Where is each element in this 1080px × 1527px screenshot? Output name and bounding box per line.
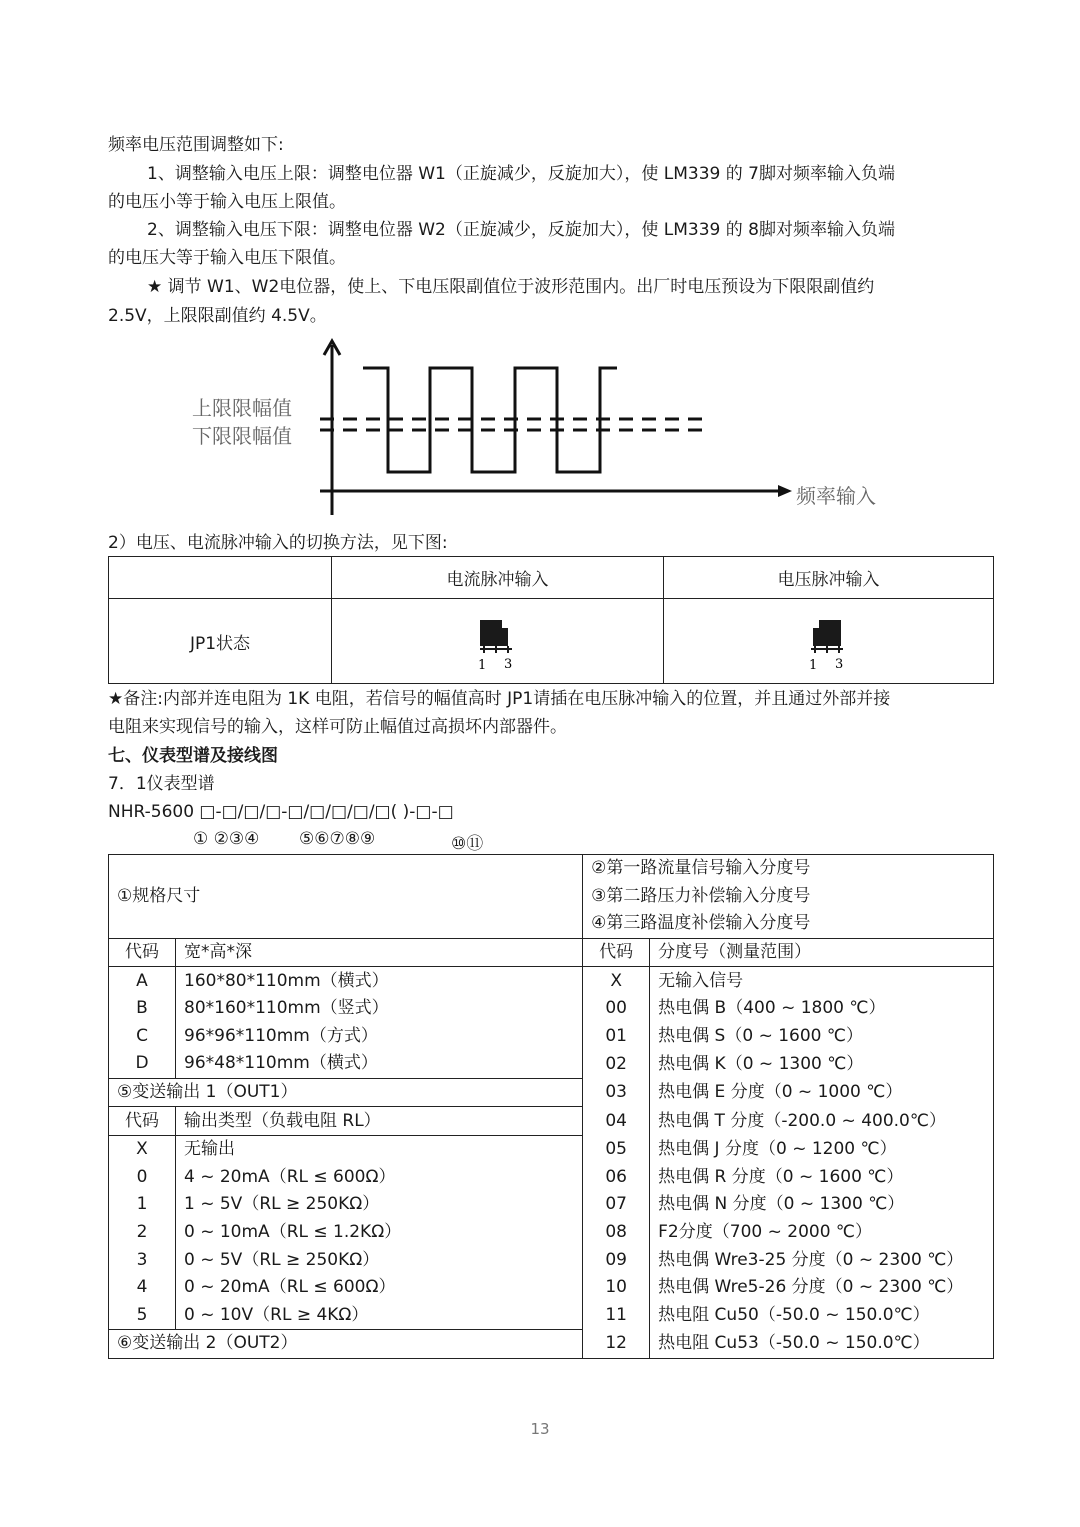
x-axis-arrowhead	[778, 485, 792, 497]
intro-paragraph-3b: 2.5V，上限限副值约 4.5V。	[108, 306, 327, 326]
intro-title: 频率电压范围调整如下:	[108, 135, 284, 155]
range-desc: 无输入信号	[650, 967, 994, 995]
range-desc: 热电偶 N 分度（0 ~ 1300 ℃）	[650, 1191, 994, 1219]
col-current-pulse: 电流脉冲输入	[332, 557, 664, 599]
size-title: ①规格尺寸	[109, 855, 583, 939]
range-title-1: ②第一路流量信号输入分度号	[583, 855, 994, 883]
spec-table	[108, 854, 994, 1359]
range-code: 05	[583, 1135, 650, 1163]
range-desc: 热电偶 S（0 ~ 1600 ℃）	[650, 1023, 994, 1051]
out-desc: 0 ~ 5V（RL ≥ 250KΩ）	[176, 1246, 583, 1274]
intro-paragraph-2b: 的电压大等于输入电压下限值。	[108, 248, 346, 268]
pin-1-label: 1	[808, 657, 817, 672]
range-desc: 热电阻 Cu53（-50.0 ~ 150.0℃）	[650, 1330, 994, 1359]
page-number: 13	[530, 1420, 550, 1438]
section2-heading: 2）电压、电流脉冲输入的切换方法，见下图:	[108, 533, 448, 553]
out1-title: ⑤变送输出 1（OUT1）	[109, 1078, 583, 1107]
range-header: 分度号（测量范围）	[650, 938, 994, 967]
size-header: 宽*高*深	[176, 938, 583, 967]
range-code: 02	[583, 1050, 650, 1078]
range-code: 03	[583, 1078, 650, 1107]
size-desc: 96*48*110mm（横式）	[176, 1050, 583, 1078]
model-markers-1: ① ②③④	[193, 829, 260, 849]
range-desc: 热电阻 Cu50（-50.0 ~ 150.0℃）	[650, 1302, 994, 1330]
note-line-b: 电阻来实现信号的输入，这样可防止幅值过高损坏内部器件。	[108, 717, 567, 737]
section7-subheading: 7．1仪表型谱	[108, 774, 215, 794]
out-code-header: 代码	[109, 1107, 176, 1136]
out-desc: 0 ~ 10mA（RL ≤ 1.2KΩ）	[176, 1219, 583, 1247]
range-code: 08	[583, 1219, 650, 1247]
range-code: 09	[583, 1246, 650, 1274]
upper-limit-label: 上限限幅值	[192, 396, 292, 420]
out-code: 0	[109, 1164, 176, 1192]
out-code: 4	[109, 1274, 176, 1302]
out-code: 1	[109, 1191, 176, 1219]
range-desc: F2分度（700 ~ 2000 ℃）	[650, 1219, 994, 1247]
out-code: 5	[109, 1302, 176, 1330]
range-desc: 热电偶 Wre3-25 分度（0 ~ 2300 ℃）	[650, 1246, 994, 1274]
range-desc: 热电偶 J 分度（0 ~ 1200 ℃）	[650, 1135, 994, 1163]
range-title-2: ③第二路压力补偿输入分度号	[583, 883, 994, 911]
out2-title: ⑥变送输出 2（OUT2）	[109, 1330, 583, 1359]
range-code: 04	[583, 1107, 650, 1136]
size-code: A	[109, 967, 176, 995]
col-voltage-pulse: 电压脉冲输入	[664, 557, 994, 599]
jumper-current-icon	[468, 606, 528, 672]
range-code-header: 代码	[583, 938, 650, 967]
size-desc: 80*160*110mm（竖式）	[176, 995, 583, 1023]
model-code: NHR-5600 □-□/□/□-□/□/□/□/□( )-□-□	[108, 802, 454, 822]
x-axis-label: 频率输入	[796, 484, 876, 508]
range-code: 07	[583, 1191, 650, 1219]
jumper-current-cell	[332, 599, 664, 684]
intro-paragraph-1b: 的电压小等于输入电压上限值。	[108, 192, 346, 212]
jumper-table	[108, 556, 994, 684]
intro-paragraph-3a: ★ 调节 W1、W2电位器，使上、下电压限副值位于波形范围内。出厂时电压预设为下限限副值约	[147, 277, 875, 297]
section7-heading: 七、仪表型谱及接线图	[108, 746, 278, 766]
out-code: X	[109, 1135, 176, 1163]
intro-paragraph-1a: 1、调整输入电压上限：调整电位器 W1（正旋减少，反旋加大），使 LM339 的 7脚对频率输入负端	[147, 164, 895, 184]
size-desc: 96*96*110mm（方式）	[176, 1023, 583, 1051]
model-markers-2: ⑤⑥⑦⑧⑨	[299, 829, 376, 849]
pin-3-label: 3	[834, 656, 843, 672]
range-code: 11	[583, 1302, 650, 1330]
out-code: 2	[109, 1219, 176, 1247]
range-code: 12	[583, 1330, 650, 1359]
out-desc: 0 ~ 10V（RL ≥ 4KΩ）	[176, 1302, 583, 1330]
pin-1-label: 1	[477, 657, 486, 672]
out-desc: 0 ~ 20mA（RL ≤ 600Ω）	[176, 1274, 583, 1302]
range-desc: 热电偶 E 分度（0 ~ 1000 ℃）	[650, 1078, 994, 1107]
range-desc: 热电偶 Wre5-26 分度（0 ~ 2300 ℃）	[650, 1274, 994, 1302]
range-code: 01	[583, 1023, 650, 1051]
out-type-header: 输出类型（负载电阻 RL）	[176, 1107, 583, 1136]
out-desc: 4 ~ 20mA（RL ≤ 600Ω）	[176, 1164, 583, 1192]
range-code: X	[583, 967, 650, 995]
out-desc: 无输出	[176, 1135, 583, 1163]
frequency-waveform-diagram	[180, 335, 900, 520]
jumper-voltage-icon	[799, 606, 859, 672]
intro-paragraph-2a: 2、调整输入电压下限：调整电位器 W2（正旋减少，反旋加大），使 LM339 的 8脚对频率输入负端	[147, 220, 895, 240]
lower-limit-label: 下限限幅值	[192, 424, 292, 448]
jp1-state-label: JP1状态	[109, 599, 332, 684]
out-desc: 1 ~ 5V（RL ≥ 250KΩ）	[176, 1191, 583, 1219]
range-desc: 热电偶 R 分度（0 ~ 1600 ℃）	[650, 1164, 994, 1192]
range-desc: 热电偶 K（0 ~ 1300 ℃）	[650, 1050, 994, 1078]
size-code: B	[109, 995, 176, 1023]
out-code: 3	[109, 1246, 176, 1274]
size-desc: 160*80*110mm（横式）	[176, 967, 583, 995]
note-line-a: ★备注:内部并连电阻为 1K 电阻，若信号的幅值高时 JP1请插在电压脉冲输入的位置，并且通过外部并接	[108, 689, 891, 709]
model-markers-3: ⑩⑪	[451, 834, 484, 854]
range-desc: 热电偶 B（400 ~ 1800 ℃）	[650, 995, 994, 1023]
jumper-voltage-cell	[664, 599, 994, 684]
range-code: 06	[583, 1164, 650, 1192]
range-code: 00	[583, 995, 650, 1023]
range-code: 10	[583, 1274, 650, 1302]
jumper-table-empty-cell	[109, 557, 332, 599]
size-code-header: 代码	[109, 938, 176, 967]
range-title-3: ④第三路温度补偿输入分度号	[583, 910, 994, 938]
size-code: C	[109, 1023, 176, 1051]
pin-3-label: 3	[503, 656, 512, 672]
size-code: D	[109, 1050, 176, 1078]
range-desc: 热电偶 T 分度（-200.0 ~ 400.0℃）	[650, 1107, 994, 1136]
